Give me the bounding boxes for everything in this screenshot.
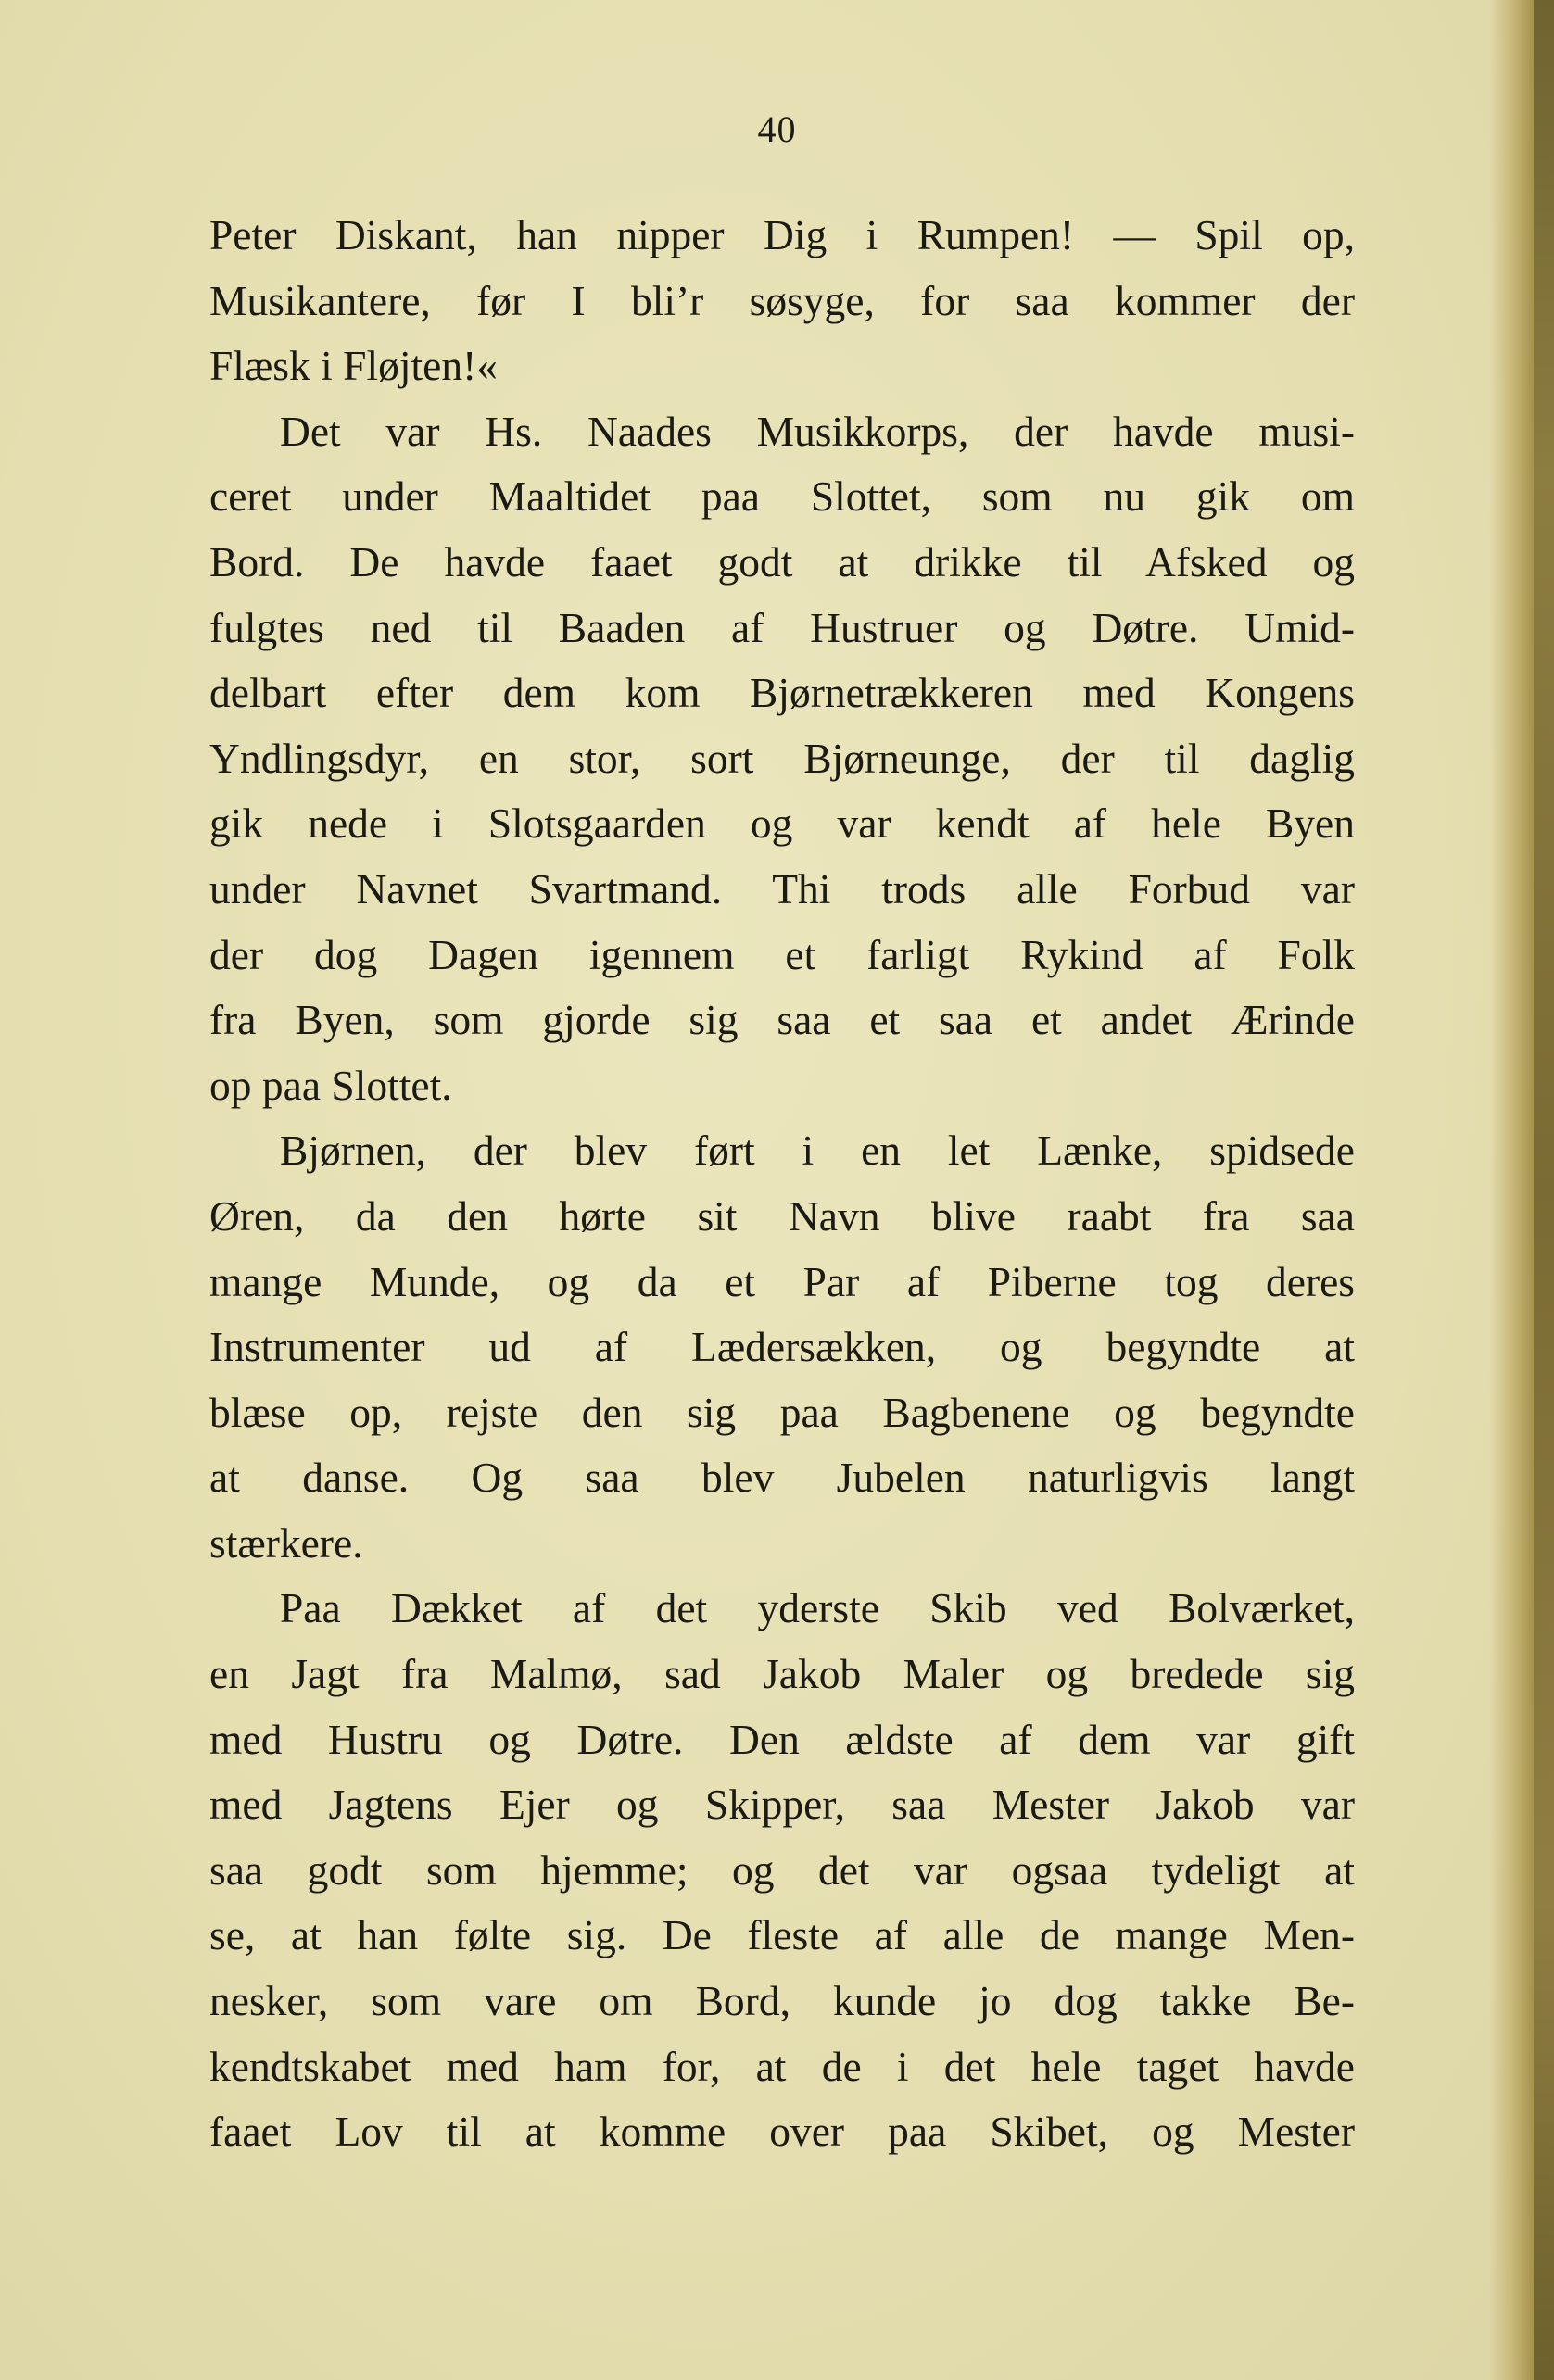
text-line: en Jagt fra Malmø, sad Jakob Maler og bredede sig <box>209 1650 1355 1698</box>
text-line: Paa Dækket af det yderste Skib ved Bolværket, <box>280 1584 1355 1632</box>
text-line: Peter Diskant, han nipper Dig i Rumpen! — Spil op, <box>209 211 1355 258</box>
text-line: at danse. Og saa blev Jubelen naturligvis langt <box>209 1454 1355 1502</box>
text-line: stærkere. <box>209 1518 363 1567</box>
text-line: delbart efter dem kom Bjørnetrækkeren med Kongens <box>209 669 1355 717</box>
text-line: Musikantere, før I bli’r søsyge, for saa kommer der <box>209 276 1355 324</box>
text-line: under Navnet Svartmand. Thi trods alle Forbud var <box>209 864 1355 913</box>
text-line: Øren, da den hørte sit Navn blive raabt fra saa <box>209 1191 1355 1240</box>
text-line: op paa Slottet. <box>209 1061 452 1109</box>
text-line: Bjørnen, der blev ført i en let Lænke, spidsede <box>280 1127 1355 1175</box>
text-line: Flæsk i Fløjten!« <box>209 342 498 390</box>
text-line: mange Munde, og da et Par af Piberne tog deres <box>209 1257 1355 1305</box>
text-line: der dog Dagen igennem et farligt Rykind af Folk <box>209 930 1355 978</box>
text-line: ceret under Maaltidet paa Slottet, som nu gik om <box>209 472 1355 521</box>
text-line: fulgtes ned til Baaden af Hustruer og Døtre. Umid- <box>209 603 1355 651</box>
page-binding-edge <box>1534 0 1554 2380</box>
text-line: Det var Hs. Naades Musikkorps, der havde musi- <box>280 407 1355 455</box>
text-line: Bord. De havde faaet godt at drikke til Afsked og <box>209 537 1355 586</box>
text-line: kendtskabet med ham for, at de i det hele taget havde <box>209 2042 1355 2090</box>
body-text <box>209 203 1355 2165</box>
text-line: med Hustru og Døtre. Den ældste af dem var gift <box>209 1715 1355 1763</box>
text-line: med Jagtens Ejer og Skipper, saa Mester Jakob var <box>209 1781 1355 1829</box>
text-line: Yndlingsdyr, en stor, sort Bjørneunge, der til daglig <box>209 734 1355 782</box>
text-line: saa godt som hjemme; og det var ogsaa tydeligt at <box>209 1845 1355 1894</box>
text-line: blæse op, rejste den sig paa Bagbenene og begyndte <box>209 1388 1355 1436</box>
text-line: se, at han følte sig. De fleste af alle de mange Men- <box>209 1911 1355 1959</box>
text-line: gik nede i Slotsgaarden og var kendt af hele Byen <box>209 800 1355 848</box>
text-line: fra Byen, som gjorde sig saa et saa et andet Ærinde <box>209 996 1355 1044</box>
text-line: nesker, som vare om Bord, kunde jo dog takke Be- <box>209 1977 1355 2025</box>
text-line: Instrumenter ud af Lædersækken, og begyndte at <box>209 1323 1355 1371</box>
page-number: 40 <box>757 108 797 150</box>
text-line: faaet Lov til at komme over paa Skibet, og Mester <box>209 2108 1355 2156</box>
